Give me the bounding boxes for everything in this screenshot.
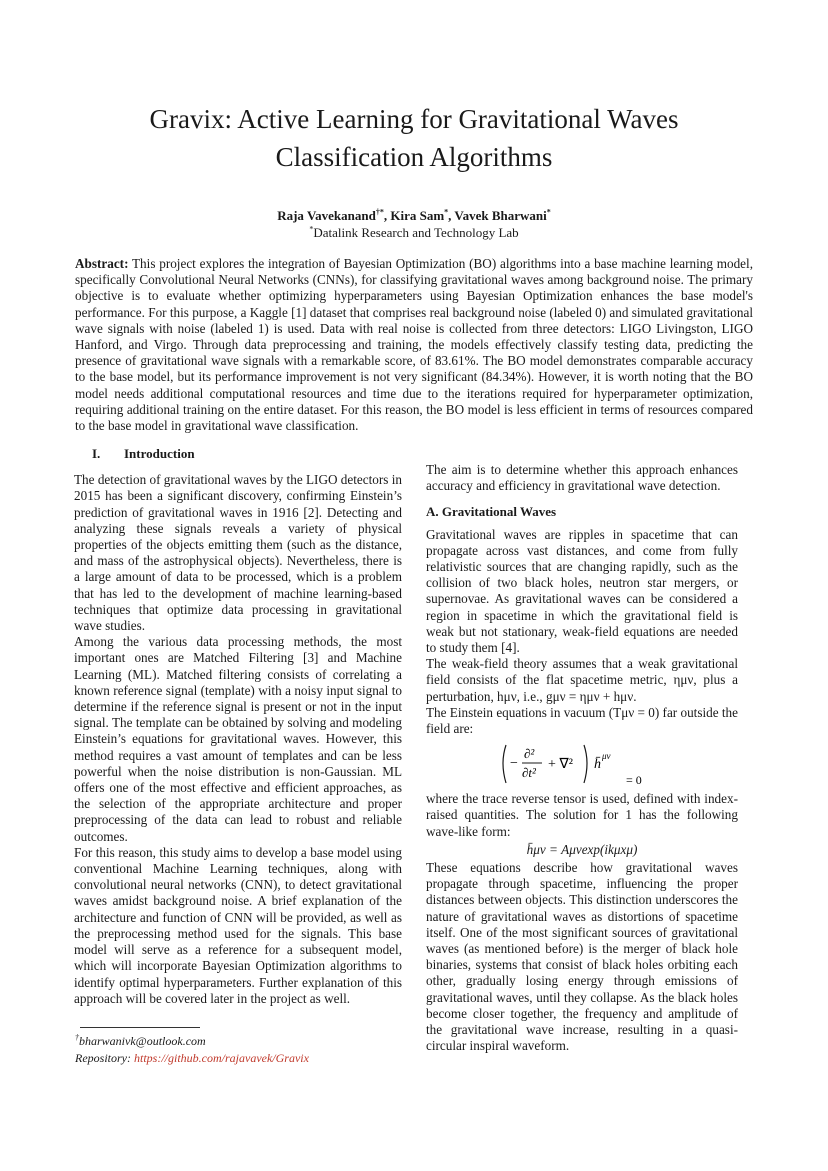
wave-equation-rhs: = 0	[626, 773, 642, 788]
svg-text:μν: μν	[602, 751, 611, 762]
affiliation-mark: *	[309, 224, 314, 234]
footnote-mark: †	[75, 1033, 79, 1042]
right-column	[426, 462, 738, 1055]
author-3: Vavek Bharwani	[454, 208, 547, 223]
repository-link[interactable]: https://github.com/rajavavek/Gravix	[134, 1051, 309, 1065]
author-1: Raja Vavekanand	[277, 208, 376, 223]
intro-paragraph-3: For this reason, this study aims to develop a base model using conventional Machine Learning techniques, along with convolutional neural networks (CNN), to detect gravitational waves amidst background noise. A brief explanation of the architecture and function of CNN will be provided, as well as the preprocessing method used for the signals. This base model will serve as a reference for a subsequent model, which will incorporate Bayesian Optimization algorithms to identify optimal hyperparameters. Further explanation of this approach will be covered later in the project as well.	[74, 844, 402, 1006]
author-2: Kira Sam	[390, 208, 445, 223]
affiliation	[0, 225, 828, 241]
intro-paragraph-4: The aim is to determine whether this approach enhances accuracy and efficiency in gravitational wave detection.	[426, 462, 738, 494]
abstract	[75, 256, 753, 434]
repository-label: Repository:	[75, 1051, 134, 1065]
title-line-2: Classification Algorithms	[275, 142, 553, 172]
email-address[interactable]: bharwanivk@outlook.com	[79, 1034, 206, 1048]
footnote-repository	[75, 1051, 309, 1066]
intro-paragraph-1: The detection of gravitational waves by the LIGO detectors in 2015 has been a significant discovery, confirming Einstein’s prediction of gravitational waves in 1916 [2]. Detecting and analyzing these signals reveals a variety of physical properties of the objects emitting them (such as the distance, and mass of the astrophysical objects). Nevertheless, there is a large amount of data to be processed, which is a problem that has led to the development of machine learning-based techniques that optimize data processing in gravitational wave studies.	[74, 472, 402, 634]
gw-paragraph-4: where the trace reverse tensor is used, defined with index-raised quantities. The solution for 1 has the following wave-like form:	[426, 791, 738, 839]
gw-paragraph-1: Gravitational waves are ripples in spacetime that can propagate across vast distances, and come from fully relativistic sources that are changing rapidly, such as the collision of two black holes, neutron star mergers, or supernovae. As gravitational waves can be considered a region in spacetime in which the gravitational field is weak but not stationary, weak-field equations are needed to study them [4].	[426, 526, 738, 656]
abstract-text: This project explores the integration of Bayesian Optimization (BO) algorithms into a base machine learning model, specifically Convolutional Neural Networks (CNNs), for classifying gravitational waves among background noise. The primary objective is to evaluate whether optimizing hyperparameters using Bayesian Optimization enhances the base model's performance. For this purpose, a Kaggle [1] dataset that comprises real background noise (labeled 0) and simulated gravitational wave signals with noise (labeled 1) is used. Data with real noise is collected from three detectors: LIGO Livingston, LIGO Hanford, and Virgo. Through data preprocessing and training, the models effectively classify testing data, predicting the presence of gravitational wave signals with a remarkable score, of 83.61%. The BO model demonstrates comparable accuracy to the base model, but its performance improvement is not very significant (84.34%). However, it is worth noting that the BO model needs additional computational resources and time due to the iterations required for hyperparameter optimization, requiring additional training on the entire dataset. For this reason, the BO model is less efficient in terms of resources compared to the base model in gravitational wave classification.	[75, 256, 753, 434]
paper-title	[0, 100, 828, 176]
author-separator: ,	[448, 208, 455, 223]
author-2-marks: *	[444, 207, 449, 217]
author-3-marks: *	[546, 207, 551, 217]
footnote-rule	[80, 1027, 200, 1028]
affiliation-text: Datalink Research and Technology Lab	[313, 225, 519, 240]
wave-equation	[426, 741, 738, 789]
section-title: Introduction	[124, 446, 195, 461]
wave-equation-figure	[498, 741, 668, 789]
left-column	[74, 446, 402, 1007]
section-heading-introduction	[74, 446, 402, 462]
subsection-heading-gravitational-waves: A. Gravitational Waves	[426, 504, 557, 520]
svg-text:+ ∇²: + ∇²	[548, 757, 573, 773]
svg-text:∂²: ∂²	[524, 746, 535, 762]
intro-paragraph-2: Among the various data processing methods, the most important ones are Matched Filtering [3] and Machine Learning (ML). Matched filtering consists of correlating a known reference signal (template) with a noisy input signal to determine if the reference signal is present or not in the input signal. The template can be obtained by solving and modeling Einstein’s equations for gravitational waves. However, this method requires a vast amount of templates and can be less powerful when the noise distribution is non-Gaussian. ML offers one of the most effective and efficient approaches, as the selection of the appropriate architecture and proper preprocessing of the data can lead to robust and reliable outcomes.	[74, 634, 402, 844]
author-list	[0, 208, 828, 224]
gw-paragraph-3: The Einstein equations in vacuum (Tμν = 0) far outside the field are:	[426, 704, 738, 737]
svg-text:∂t²: ∂t²	[522, 765, 536, 781]
section-number: I.	[92, 446, 101, 461]
footnote-email	[75, 1034, 206, 1049]
wave-solution-equation: h̄μν = Aμνexp(ikμxμ)	[526, 841, 638, 857]
gw-paragraph-5: These equations describe how gravitational waves propagate through spacetime, influencing the proper distances between objects. This distinction underscores the nature of gravitational waves as distortions of spacetime itself. One of the most significant sources of gravitational waves (as mentioned before) is the merger of black hole binaries, systems that consist of black holes orbiting each other, gradually losing energy through emissions of gravitational waves, until they collapse. As the black holes become closer together, the frequency and amplitude of the gravitational wave increase, resulting in a quasi-circular inspiral waveform.	[426, 860, 738, 1054]
svg-text:h̄: h̄	[594, 757, 601, 773]
gw-paragraph-2: The weak-field theory assumes that a weak gravitational field consists of the flat spacetime metric, ημν, plus a perturbation, hμν, i.e., gμν = ημν + hμν.	[426, 656, 738, 704]
author-separator: ,	[383, 208, 391, 223]
title-line-1: Gravix: Active Learning for Gravitational Waves	[149, 104, 679, 134]
abstract-label: Abstract:	[75, 256, 129, 271]
author-1-marks: †*	[375, 207, 384, 217]
svg-text:−: −	[510, 756, 518, 772]
